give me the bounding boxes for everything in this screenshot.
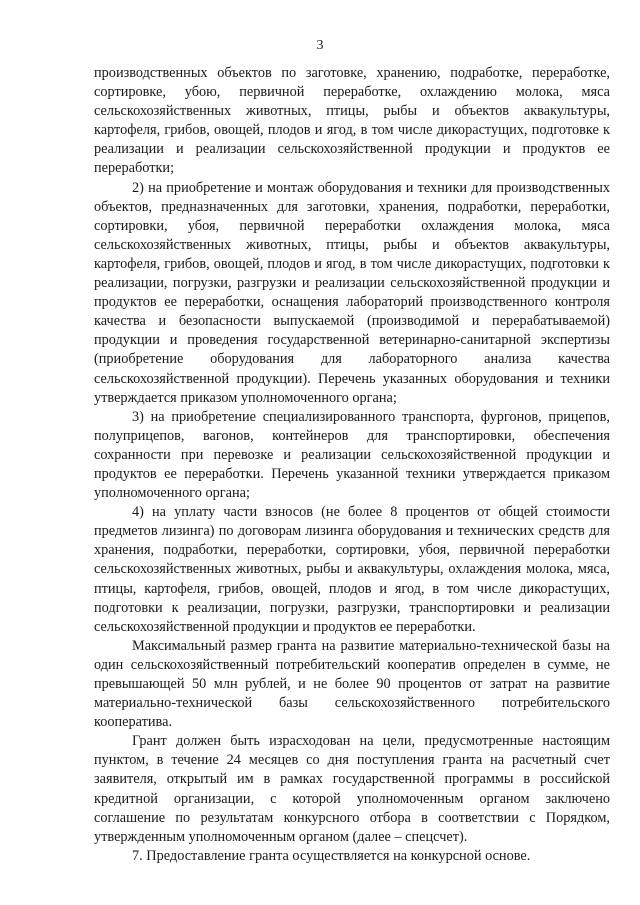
paragraph: Грант должен быть израсходован на цели, предусмотренные настоящим пунктом, в течение 24 месяцев со дня поступления гранта на расчетный счет заявителя, открытый им в рамках государственной программы в российской кредитной организации, с которой уполномоченным органом заключено соглашение по результатам конкурсного отбора в соответствии с Порядком, утвержденным уполномоченным органом (далее – спецсчет). xyxy=(94,733,610,845)
paragraph: 4) на уплату части взносов (не более 8 процентов от общей стоимости предметов лизинга) по договорам лизинга оборудования и технических средств для хранения, подработки, переработки, сортировки, убоя, первичной переработки сельскохозяйственных животных, рыбы и аквакультуры, охлаждения молока, мяса, птицы, картофеля, грибов, овощей, плодов и ягод, в том числе дикорастущих, подготовки к реализации, погрузки, разгрузки, транспортировки и реализации сельскохозяйственной продукции и продуктов ее переработки. xyxy=(94,504,610,635)
paragraph: 7. Предоставление гранта осуществляется на конкурсной основе. xyxy=(132,847,531,864)
page-number: 3 xyxy=(316,38,324,53)
paragraph: Максимальный размер гранта на развитие материально-технической базы на один сельскохозяйственный потребительский кооператив определен в сумме, не превышающей 50 млн рублей, и не более 90 процентов от затрат на развитие материально-технической базы сельскохозяйственного потребительского кооператива. xyxy=(94,637,610,731)
paragraph: 3) на приобретение специализированного транспорта, фургонов, прицепов, полуприцепов, вагонов, контейнеров для транспортировки, обеспечения сохранности при перевозке и реализации сельскохозяйственной продукции и продуктов ее переработки. Перечень указанной техники утверждается приказом уполномоченного органа; xyxy=(94,408,610,502)
paragraph: производственных объектов по заготовке, хранению, подработке, переработке, сортировке, убою, первичной переработке, охлаждению молока, мяса сельскохозяйственных животных, птицы, рыбы и объектов аквакультуры, картофеля, грибов, овощей, плодов и ягод, в том числе дикорастущих, подготовке к реализации и реализации сельскохозяйственной продукции и продуктов ее переработки; xyxy=(94,65,610,177)
document-body xyxy=(94,64,610,866)
paragraph: 2) на приобретение и монтаж оборудования и техники для производственных объектов, предназначенных для заготовки, хранения, подработки, переработки, сортировки, убоя, первичной переработки охлаждения молока, мяса сельскохозяйственных животных, птицы, рыбы и объектов аквакультуры, картофеля, грибов, овощей, плодов и ягод, в том числе дикорастущих, подготовки к реализации, погрузки, разгрузки и реализации сельскохозяйственной продукции и продуктов ее переработки, оснащения лабораторий производственного контроля качества и безопасности выпускаемой (производимой и перерабатываемой) продукции и проведения государственной ветеринарно-санитарной экспертизы (приобретение оборудования для лабораторного анализа качества сельскохозяйственной продукции). Перечень указанных оборудования и техники утверждается приказом уполномоченного органа; xyxy=(94,179,610,406)
